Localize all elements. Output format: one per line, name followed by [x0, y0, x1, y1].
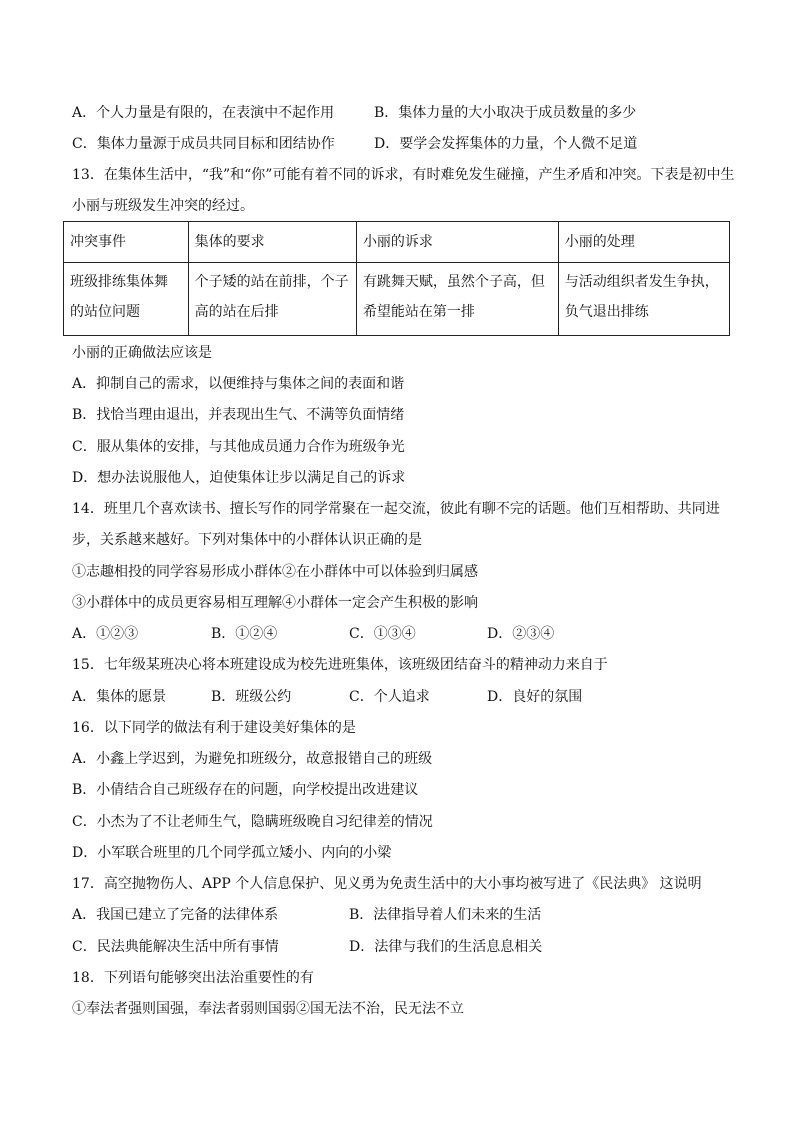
q16-option-d: D．小军联合班里的几个同学孤立矮小、内向的小梁 [72, 845, 392, 861]
q16-option-c: C．小杰为了不让老师生气，隐瞒班级晚自习纪律差的情况 [72, 814, 433, 830]
q18-statements-1: ①奉法者强则国强，奉法者弱则国弱②国无法不治，民无法不立 [72, 1001, 464, 1017]
q17-option-b: B．法律指导着人们未来的生活 [349, 907, 542, 923]
header-xiaoli-appeal: 小丽的诉求 [356, 222, 558, 263]
q13-question: 小丽的正确做法应该是 [72, 345, 212, 361]
q17-option-d: D．法律与我们的生活息息相关 [349, 939, 543, 955]
q15-option-b: B．班级公约 [211, 689, 292, 705]
q16-option-a: A．小鑫上学迟到，为避免扣班级分，故意报错自己的班级 [72, 751, 433, 767]
q13-stem-line2: 小丽与班级发生冲突的经过。 [72, 198, 254, 214]
q13-option-b: B．找恰当理由退出，并表现出生气、不满等负面情绪 [72, 407, 405, 423]
cell-line: 负气退出排练 [564, 304, 649, 320]
table-row [64, 263, 730, 336]
cell-line: 有跳舞天赋，虽然个子高，但 [362, 274, 545, 290]
cell-line: 班级排练集体舞 [70, 274, 168, 290]
cell-line: 的站位问题 [70, 304, 140, 320]
cell-line: 个子矮的站在前排，个子 [194, 274, 349, 290]
table-header-row [64, 222, 730, 263]
q14-stem-line1: 14．班里几个喜欢读书、擅长写作的同学常聚在一起交流，彼此有聊不完的话题。他们互相帮助、共同进 [72, 501, 720, 517]
q13-option-d: D．想办法说服他人，迫使集体让步以满足自己的诉求 [72, 470, 406, 486]
q13-option-c: C．服从集体的安排，与其他成员通力合作为班级争光 [72, 439, 405, 455]
q17-option-a: A．我国已建立了完备的法律体系 [72, 907, 279, 923]
q14-statements-2: ③小群体中的成员更容易相互理解④小群体一定会产生积极的影响 [72, 595, 478, 611]
q16-stem: 16．以下同学的做法有利于建设美好集体的是 [72, 720, 356, 736]
q14-option-c: C．①③④ [349, 626, 416, 642]
header-collective-requirement: 集体的要求 [188, 222, 356, 263]
cell-xiaoli-handling [558, 263, 729, 336]
q14-statements-1: ①志趣相投的同学容易形成小群体②在小群体中可以体验到归属感 [72, 564, 478, 580]
q15-option-d: D．良好的氛围 [487, 689, 583, 705]
cell-xiaoli-appeal [356, 263, 558, 336]
conflict-table [63, 221, 730, 336]
q17-option-c: C．民法典能解决生活中所有事情 [72, 939, 279, 955]
cell-collective-requirement [188, 263, 356, 336]
q15-option-a: A．集体的愿景 [72, 689, 167, 705]
q17-stem: 17．高空抛物伤人、APP 个人信息保护、见义勇为免责生活中的大小事均被写进了《民法典》 这说明 [72, 876, 702, 892]
q12-option-d: D．要学会发挥集体的力量，个人微不足道 [374, 136, 638, 152]
q16-option-b: B．小倩结合自己班级存在的问题，向学校提出改进建议 [72, 782, 419, 798]
header-xiaoli-handling: 小丽的处理 [558, 222, 729, 263]
q14-option-b: B．①②④ [211, 626, 278, 642]
q12-option-a: A．个人力量是有限的，在表演中不起作用 [72, 105, 335, 121]
header-conflict-event: 冲突事件 [64, 222, 189, 263]
q18-stem: 18．下列语句能够突出法治重要性的有 [72, 970, 314, 986]
q13-option-a: A．抑制自己的需求，以便维持与集体之间的表面和谐 [72, 376, 405, 392]
q13-stem-line1: 13．在集体生活中，“我”和“你”可能有着不同的诉求，有时难免发生碰撞，产生矛盾和冲突。下表是初中生 [72, 167, 735, 183]
q14-option-a: A．①②③ [72, 626, 139, 642]
cell-line: 高的站在后排 [194, 304, 279, 320]
cell-conflict-event [64, 263, 189, 336]
q14-option-d: D．②③④ [487, 626, 555, 642]
cell-line: 希望能站在第一排 [362, 304, 475, 320]
cell-line: 与活动组织者发生争执， [564, 274, 719, 290]
q12-option-b: B．集体力量的大小取决于成员数量的多少 [374, 105, 637, 121]
q14-stem-line2: 步，关系越来越好。下列对集体中的小群体认识正确的是 [72, 532, 422, 548]
q12-option-c: C．集体力量源于成员共同目标和团结协作 [72, 136, 335, 152]
q15-option-c: C．个人追求 [349, 689, 430, 705]
q15-stem: 15．七年级某班决心将本班建设成为校先进班集体，该班级团结奋斗的精神动力来自于 [72, 657, 608, 673]
